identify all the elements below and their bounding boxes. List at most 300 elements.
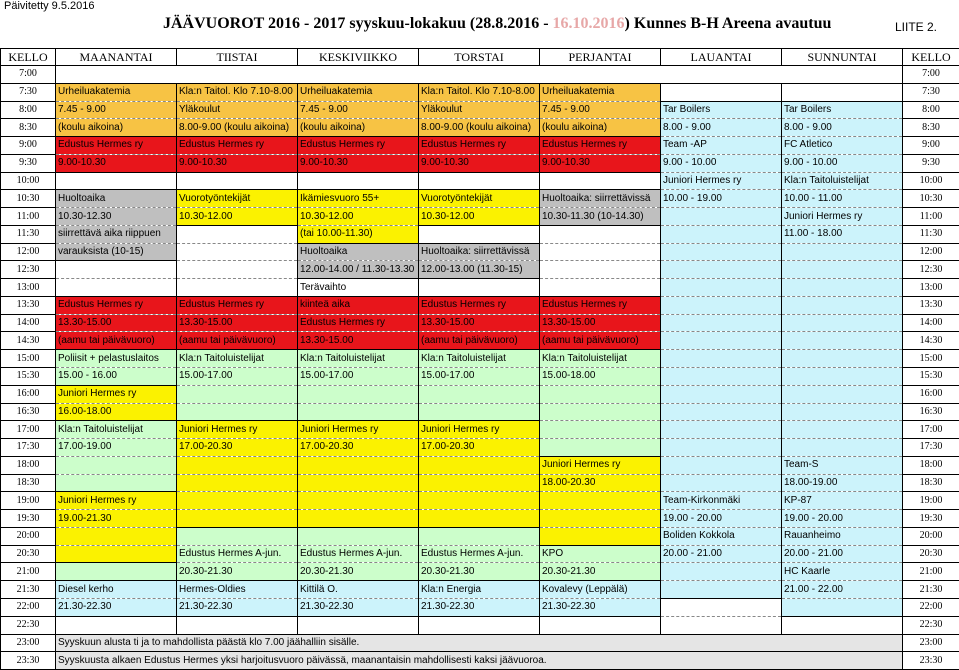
col-header-0: KELLO [1, 49, 56, 66]
schedule-cell [661, 225, 782, 243]
title-highlight: 16.10.2016 [553, 15, 625, 32]
time-row [1, 190, 959, 208]
updated-date: Päivitetty 9.5.2016 [4, 0, 95, 12]
schedule-cell: (aamu tai päivävuoro) [56, 332, 177, 350]
schedule-cell [419, 616, 540, 634]
schedule-cell [661, 83, 782, 101]
schedule-cell [661, 368, 782, 386]
schedule-cell: Rauanheimo [782, 527, 903, 545]
schedule-cell: Edustus Hermes ry [177, 296, 298, 314]
schedule-cell [56, 456, 177, 474]
schedule-cell [661, 279, 782, 297]
schedule-cell: 8.00 - 9.00 [782, 119, 903, 137]
time-label: 18:00 [1, 456, 56, 474]
row-blank [56, 66, 903, 84]
schedule-cell: 9.00-10.30 [177, 154, 298, 172]
schedule-cell [56, 172, 177, 190]
schedule-cell [177, 225, 298, 243]
schedule-cell: (aamu tai päivävuoro) [177, 332, 298, 350]
schedule-cell: Edustus Hermes A-jun. [177, 545, 298, 563]
schedule-cell: Huoltoaika: siirrettävissä [540, 190, 661, 208]
schedule-cell [419, 527, 540, 545]
time-label: 15:30 [1, 368, 56, 386]
time-row [1, 350, 959, 368]
schedule-cell [782, 332, 903, 350]
schedule-cell [661, 474, 782, 492]
schedule-cell [661, 350, 782, 368]
schedule-cell [419, 385, 540, 403]
time-row [1, 474, 959, 492]
time-label: 20:30 [1, 545, 56, 563]
time-label: 15:00 [1, 350, 56, 368]
time-label: 11:30 [1, 225, 56, 243]
schedule-cell [782, 83, 903, 101]
schedule-cell: Kla:n Taitoluistelijat [177, 350, 298, 368]
schedule-cell: Kla:n Taitoluistelijat [419, 350, 540, 368]
schedule-cell: Team-S [782, 456, 903, 474]
schedule-cell: 20.30-21.30 [177, 563, 298, 581]
schedule-cell [177, 403, 298, 421]
schedule-cell [419, 474, 540, 492]
schedule-cell: (tai 10.00-11.30) [298, 225, 419, 243]
schedule-cell [56, 545, 177, 563]
time-label-right: 11:30 [903, 225, 959, 243]
schedule-cell: varauksista (10-15) [56, 243, 177, 261]
schedule-cell [540, 225, 661, 243]
schedule-cell: Edustus Hermes ry [56, 296, 177, 314]
schedule-cell: 15.00-17.00 [177, 368, 298, 386]
col-header-6: LAUANTAI [661, 49, 782, 66]
schedule-cell [177, 474, 298, 492]
schedule-cell [298, 403, 419, 421]
schedule-cell [661, 208, 782, 226]
time-label-right: 17:30 [903, 439, 959, 457]
schedule-cell [419, 172, 540, 190]
schedule-cell: Kla:n Taitol. Klo 7.10-8.00 [177, 83, 298, 101]
time-label: 18:30 [1, 474, 56, 492]
time-label-right: 21:30 [903, 581, 959, 599]
schedule-cell [782, 421, 903, 439]
time-row [1, 154, 959, 172]
schedule-cell: Yläkoulut [177, 101, 298, 119]
schedule-cell: 9.00 - 10.00 [661, 154, 782, 172]
schedule-cell: Juniori Hermes ry [298, 421, 419, 439]
schedule-cell: Boliden Kokkola [661, 527, 782, 545]
schedule-cell: Juniori Hermes ry [419, 421, 540, 439]
schedule-cell [540, 510, 661, 528]
schedule-cell: Edustus Hermes ry [419, 137, 540, 155]
schedule-cell [177, 616, 298, 634]
time-row [1, 634, 959, 652]
schedule-cell [419, 510, 540, 528]
schedule-cell [540, 492, 661, 510]
schedule-cell: (koulu aikoina) [56, 119, 177, 137]
schedule-cell [661, 243, 782, 261]
schedule-cell: 13.30-15.00 [56, 314, 177, 332]
time-row [1, 119, 959, 137]
time-label-right: 7:30 [903, 83, 959, 101]
schedule-cell [177, 527, 298, 545]
schedule-cell: Kittilä O. [298, 581, 419, 599]
time-label-right: 23:30 [903, 652, 959, 670]
time-label: 16:00 [1, 385, 56, 403]
schedule-cell: 21.30-22.30 [177, 598, 298, 616]
schedule-cell [782, 403, 903, 421]
schedule-cell [540, 527, 661, 545]
schedule-cell: Edustus Hermes A-jun. [298, 545, 419, 563]
schedule-cell: 17.00-20.30 [419, 439, 540, 457]
schedule-cell: 7.45 - 9.00 [56, 101, 177, 119]
schedule-cell: FC Atletico [782, 137, 903, 155]
schedule-cell: 21.30-22.30 [419, 598, 540, 616]
time-row [1, 492, 959, 510]
time-label: 10:30 [1, 190, 56, 208]
schedule-cell [540, 616, 661, 634]
schedule-cell [540, 403, 661, 421]
time-row [1, 456, 959, 474]
schedule-cell [298, 172, 419, 190]
time-label: 8:30 [1, 119, 56, 137]
time-row [1, 510, 959, 528]
schedule-cell: Juniori Hermes ry [56, 385, 177, 403]
time-row [1, 581, 959, 599]
schedule-cell: Team-Kirkonmäki [661, 492, 782, 510]
time-row [1, 598, 959, 616]
schedule-cell [661, 385, 782, 403]
schedule-cell: 13.30-15.00 [298, 332, 419, 350]
time-row [1, 563, 959, 581]
schedule-cell: 20.30-21.30 [540, 563, 661, 581]
time-label-right: 10:00 [903, 172, 959, 190]
schedule-cell: Tar Boilers [782, 101, 903, 119]
time-label-right: 7:00 [903, 66, 959, 84]
schedule-cell: 21.30-22.30 [56, 598, 177, 616]
schedule-cell [56, 616, 177, 634]
schedule-cell: 9.00-10.30 [419, 154, 540, 172]
schedule-cell [298, 527, 419, 545]
schedule-cell: Tar Boilers [661, 101, 782, 119]
schedule-cell: (aamu tai päivävuoro) [419, 332, 540, 350]
time-label-right: 8:00 [903, 101, 959, 119]
schedule-cell: 20.00 - 21.00 [661, 545, 782, 563]
time-row [1, 332, 959, 350]
time-label-right: 13:00 [903, 279, 959, 297]
time-label: 9:00 [1, 137, 56, 155]
time-label: 7:30 [1, 83, 56, 101]
schedule-cell: 17.00-20.30 [177, 439, 298, 457]
time-label-right: 23:00 [903, 634, 959, 652]
schedule-cell [56, 261, 177, 279]
time-row [1, 101, 959, 119]
time-label: 7:00 [1, 66, 56, 84]
schedule-cell: 21.00 - 22.00 [782, 581, 903, 599]
schedule-cell [298, 456, 419, 474]
schedule-cell [298, 616, 419, 634]
time-label-right: 9:30 [903, 154, 959, 172]
time-label-right: 10:30 [903, 190, 959, 208]
time-label-right: 18:30 [903, 474, 959, 492]
schedule-cell [782, 279, 903, 297]
schedule-cell: 9.00 - 10.00 [782, 154, 903, 172]
schedule-table [0, 48, 959, 670]
time-row [1, 439, 959, 457]
time-row [1, 83, 959, 101]
schedule-cell: 15.00-17.00 [419, 368, 540, 386]
time-label-right: 22:30 [903, 616, 959, 634]
schedule-cell [782, 385, 903, 403]
time-row [1, 314, 959, 332]
time-label: 16:30 [1, 403, 56, 421]
time-label-right: 15:00 [903, 350, 959, 368]
schedule-cell: (koulu aikoina) [298, 119, 419, 137]
time-label: 13:00 [1, 279, 56, 297]
schedule-cell [177, 243, 298, 261]
schedule-cell [782, 368, 903, 386]
schedule-cell [782, 314, 903, 332]
time-label-right: 14:00 [903, 314, 959, 332]
col-header-2: TIISTAI [177, 49, 298, 66]
time-row [1, 403, 959, 421]
schedule-cell: Juniori Hermes ry [782, 208, 903, 226]
schedule-cell: 12.00-14.00 / 11.30-13.30 [298, 261, 419, 279]
schedule-cell: 10.30-12.30 [56, 208, 177, 226]
schedule-cell [782, 243, 903, 261]
schedule-cell [782, 439, 903, 457]
time-label: 21:30 [1, 581, 56, 599]
schedule-cell: 16.00-18.00 [56, 403, 177, 421]
schedule-cell: 9.00-10.30 [540, 154, 661, 172]
time-label-right: 14:30 [903, 332, 959, 350]
time-label: 11:00 [1, 208, 56, 226]
schedule-cell: 13.30-15.00 [419, 314, 540, 332]
schedule-cell: Edustus Hermes ry [419, 296, 540, 314]
schedule-cell: Juniori Hermes ry [177, 421, 298, 439]
time-label: 17:00 [1, 421, 56, 439]
schedule-cell: 19.00 - 20.00 [782, 510, 903, 528]
schedule-cell: 11.00 - 18.00 [782, 225, 903, 243]
schedule-cell [540, 385, 661, 403]
footer-note-1: Syyskuun alusta ti ja to mahdollista päästä klo 7.00 jäähalliin sisälle. [56, 634, 903, 652]
col-header-4: TORSTAI [419, 49, 540, 66]
schedule-cell [298, 492, 419, 510]
col-header-7: SUNNUNTAI [782, 49, 903, 66]
schedule-cell: 9.00-10.30 [56, 154, 177, 172]
schedule-cell: 17.00-20.30 [298, 439, 419, 457]
schedule-cell: 10.30-11.30 (10-14.30) [540, 208, 661, 226]
schedule-cell: 8.00-9.00 (koulu aikoina) [177, 119, 298, 137]
schedule-cell: 13.30-15.00 [540, 314, 661, 332]
schedule-cell: 18.00-20.30 [540, 474, 661, 492]
schedule-cell: 19.00 - 20.00 [661, 510, 782, 528]
schedule-cell: Huoltoaika [298, 243, 419, 261]
page-title [163, 15, 831, 33]
schedule-cell: 10.30-12.00 [298, 208, 419, 226]
schedule-cell [782, 350, 903, 368]
time-label-right: 20:00 [903, 527, 959, 545]
schedule-cell: 10.00 - 11.00 [782, 190, 903, 208]
time-label-right: 22:00 [903, 598, 959, 616]
schedule-cell [661, 439, 782, 457]
time-label-right: 15:30 [903, 368, 959, 386]
schedule-cell: 10.00 - 19.00 [661, 190, 782, 208]
schedule-cell: 15.00 - 16.00 [56, 368, 177, 386]
schedule-cell: 8.00-9.00 (koulu aikoina) [419, 119, 540, 137]
schedule-cell: Team -AP [661, 137, 782, 155]
schedule-cell: 13.30-15.00 [177, 314, 298, 332]
schedule-cell [177, 279, 298, 297]
time-label: 9:30 [1, 154, 56, 172]
schedule-cell: Vuorotyöntekijät [177, 190, 298, 208]
time-row [1, 616, 959, 634]
schedule-cell: Edustus Hermes ry [56, 137, 177, 155]
time-row [1, 421, 959, 439]
time-label: 13:30 [1, 296, 56, 314]
schedule-cell [177, 492, 298, 510]
time-label-right: 16:30 [903, 403, 959, 421]
schedule-cell [661, 581, 782, 599]
schedule-cell: Kla:n Taitoluistelijat [782, 172, 903, 190]
col-header-8: KELLO [903, 49, 959, 66]
time-row [1, 225, 959, 243]
time-label-right: 21:00 [903, 563, 959, 581]
time-row [1, 172, 959, 190]
schedule-cell: 10.30-12.00 [419, 208, 540, 226]
time-label: 19:30 [1, 510, 56, 528]
schedule-cell: Poliisit + pelastuslaitos [56, 350, 177, 368]
time-label-right: 20:30 [903, 545, 959, 563]
schedule-cell: Kla:n Taitol. Klo 7.10-8.00 [419, 83, 540, 101]
schedule-cell: (aamu tai päivävuoro) [540, 332, 661, 350]
schedule-cell [540, 243, 661, 261]
schedule-cell [661, 314, 782, 332]
time-label-right: 19:00 [903, 492, 959, 510]
schedule-cell: Kla:n Energia [419, 581, 540, 599]
time-label: 12:30 [1, 261, 56, 279]
schedule-cell [177, 385, 298, 403]
schedule-cell: Kla:n Taitoluistelijat [298, 350, 419, 368]
time-label-right: 8:30 [903, 119, 959, 137]
schedule-cell: 18.00-19.00 [782, 474, 903, 492]
schedule-cell [661, 563, 782, 581]
schedule-cell: Edustus Hermes ry [177, 137, 298, 155]
schedule-cell [661, 296, 782, 314]
time-label-right: 19:30 [903, 510, 959, 528]
time-label-right: 12:30 [903, 261, 959, 279]
schedule-cell: Urheiluakatemia [56, 83, 177, 101]
schedule-cell: Urheiluakatemia [298, 83, 419, 101]
time-label: 21:00 [1, 563, 56, 581]
title-end: ) Kunnes B-H Areena avautuu [625, 15, 832, 32]
col-header-5: PERJANTAI [540, 49, 661, 66]
schedule-cell: Kla:n Taitoluistelijat [540, 350, 661, 368]
title-main: JÄÄVUOROT 2016 - 2017 syyskuu-lokakuu (28.8.2016 - [163, 15, 553, 32]
time-label: 10:00 [1, 172, 56, 190]
schedule-cell: (koulu aikoina) [540, 119, 661, 137]
schedule-cell [540, 421, 661, 439]
schedule-cell [540, 439, 661, 457]
schedule-cell [661, 332, 782, 350]
schedule-cell: Urheiluakatemia [540, 83, 661, 101]
schedule-cell: 20.00 - 21.00 [782, 545, 903, 563]
schedule-cell [661, 421, 782, 439]
schedule-cell [177, 261, 298, 279]
time-label: 22:30 [1, 616, 56, 634]
appendix-label: LIITE 2. [895, 20, 937, 34]
time-label: 19:00 [1, 492, 56, 510]
schedule-cell: Juniori Hermes ry [56, 492, 177, 510]
time-row [1, 545, 959, 563]
schedule-cell: 8.00 - 9.00 [661, 119, 782, 137]
schedule-cell: 7.45 - 9.00 [298, 101, 419, 119]
time-row [1, 208, 959, 226]
schedule-cell: 21.30-22.30 [540, 598, 661, 616]
schedule-cell: 17.00-19.00 [56, 439, 177, 457]
time-label-right: 9:00 [903, 137, 959, 155]
time-label: 12:00 [1, 243, 56, 261]
schedule-cell [661, 261, 782, 279]
time-row [1, 368, 959, 386]
schedule-cell [540, 279, 661, 297]
schedule-cell: 20.30-21.30 [419, 563, 540, 581]
schedule-cell: Huoltoaika [56, 190, 177, 208]
schedule-cell: Huoltoaika: siirrettävissä [419, 243, 540, 261]
schedule-cell [419, 492, 540, 510]
time-row [1, 279, 959, 297]
schedule-cell [661, 456, 782, 474]
schedule-cell: 7.45 - 9.00 [540, 101, 661, 119]
schedule-cell [540, 172, 661, 190]
schedule-cell [540, 261, 661, 279]
schedule-cell: Vuorotyöntekijät [419, 190, 540, 208]
schedule-cell [298, 510, 419, 528]
schedule-cell: 12.00-13.00 (11.30-15) [419, 261, 540, 279]
time-label-right: 17:00 [903, 421, 959, 439]
schedule-cell [661, 616, 782, 634]
schedule-cell [177, 456, 298, 474]
schedule-cell [298, 474, 419, 492]
schedule-cell: 10.30-12.00 [177, 208, 298, 226]
schedule-cell: Edustus Hermes ry [540, 137, 661, 155]
time-label: 23:00 [1, 634, 56, 652]
time-row [1, 261, 959, 279]
time-row [1, 66, 959, 84]
time-label: 17:30 [1, 439, 56, 457]
time-row [1, 652, 959, 670]
time-label-right: 16:00 [903, 385, 959, 403]
time-label-right: 12:00 [903, 243, 959, 261]
schedule-cell: 20.30-21.30 [298, 563, 419, 581]
schedule-cell: Kla:n Taitoluistelijat [56, 421, 177, 439]
time-label-right: 11:00 [903, 208, 959, 226]
schedule-cell: Terävaihto [298, 279, 419, 297]
schedule-cell: Diesel kerho [56, 581, 177, 599]
time-label: 8:00 [1, 101, 56, 119]
schedule-cell [419, 279, 540, 297]
schedule-cell: siirrettävä aika riippuen [56, 225, 177, 243]
col-header-1: MAANANTAI [56, 49, 177, 66]
schedule-cell [419, 403, 540, 421]
time-row [1, 243, 959, 261]
schedule-cell [56, 474, 177, 492]
schedule-cell: Edustus Hermes ry [540, 296, 661, 314]
schedule-cell: kiinteä aika [298, 296, 419, 314]
schedule-cell [419, 225, 540, 243]
schedule-cell: HC Kaarle [782, 563, 903, 581]
col-header-3: KESKIVIIKKO [298, 49, 419, 66]
schedule-cell: 9.00-10.30 [298, 154, 419, 172]
schedule-cell [177, 510, 298, 528]
schedule-cell: 21.30-22.30 [298, 598, 419, 616]
